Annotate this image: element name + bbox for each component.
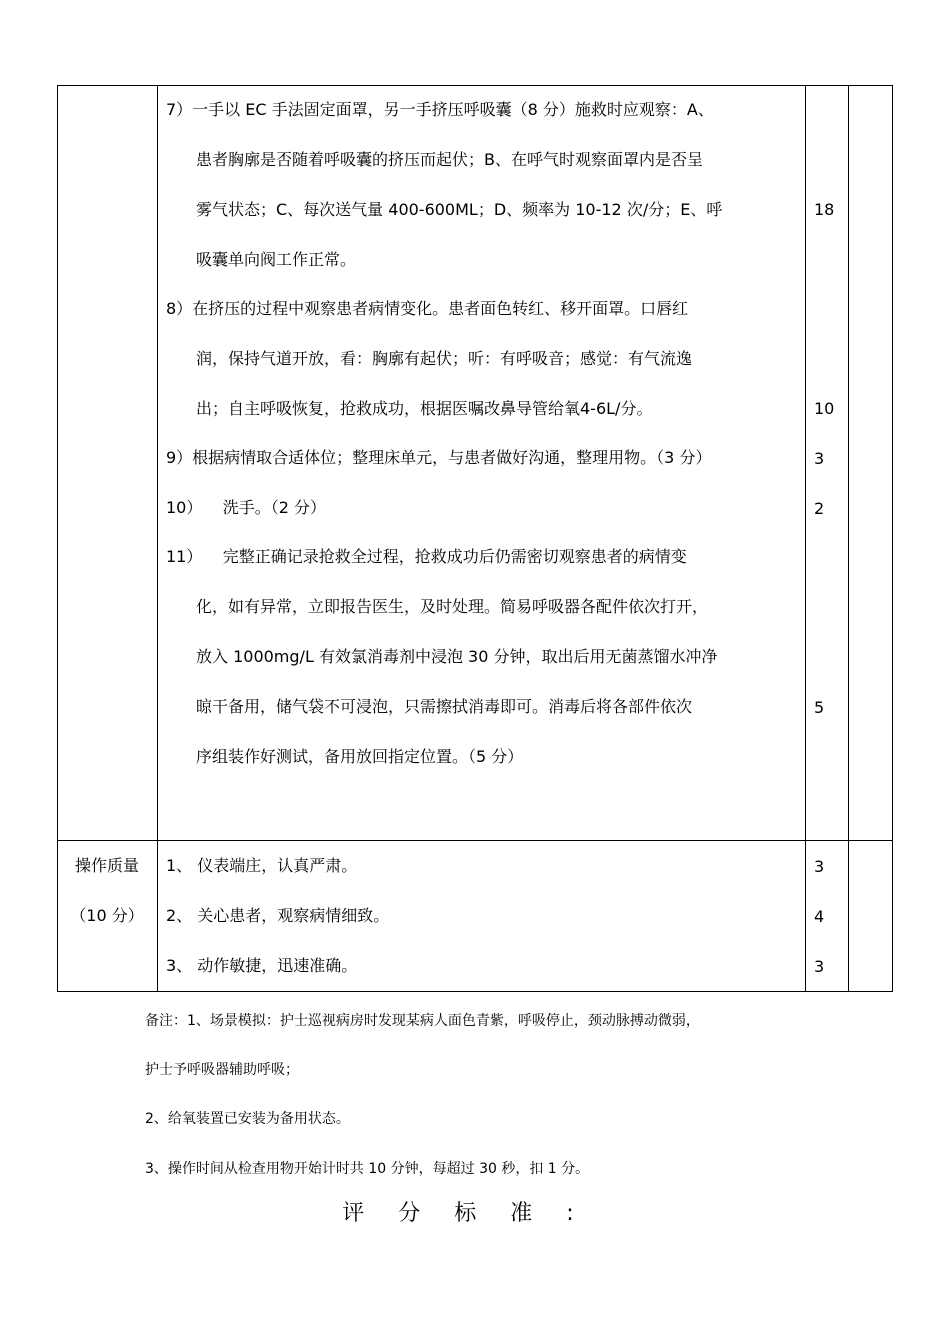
step-8-score: 10: [814, 399, 835, 418]
note-line-2: 护士予呼吸器辅助呼吸；: [145, 1062, 299, 1078]
step-line: 11） 完整正确记录抢救全过程，抢救成功后仍需密切观察患者的病情变: [166, 547, 687, 566]
quality-category-label: 操作质量: [74, 856, 139, 875]
quality-item-1: 1、 仪表端庄，认真严肃。: [166, 856, 358, 875]
step-line: 9）根据病情取合适体位；整理床单元，与患者做好沟通，整理用物。（3 分）: [166, 448, 712, 467]
step-line: 晾干备用，储气袋不可浸泡，只需擦拭消毒即可。消毒后将各部件依次: [196, 697, 693, 716]
step-line: 10） 洗手。（2 分）: [166, 498, 326, 517]
table-col-divider-3: [848, 85, 849, 992]
table-border-right: [892, 85, 893, 992]
step-11: [166, 532, 798, 782]
table-border-bottom: [57, 991, 893, 992]
note-line-3: 2、给氧装置已安装为备用状态。: [145, 1111, 350, 1127]
step-7: [166, 85, 798, 285]
step-line: 吸囊单向阀工作正常。: [196, 250, 357, 269]
step-line: 序组装作好测试，备用放回指定位置。（5 分）: [196, 747, 524, 766]
quality-item-2-score: 4: [814, 907, 825, 926]
step-9-score: 3: [814, 449, 825, 468]
note-line-1: 备注：1、场景模拟：护士巡视病房时发现某病人面色青紫，呼吸停止，颈动脉搏动微弱，: [145, 1013, 700, 1029]
step-line: 7）一手以 EC 手法固定面罩，另一手挤压呼吸囊（8 分）施救时应观察：A、: [166, 100, 714, 119]
quality-category-points: （10 分）: [70, 906, 144, 925]
step-10-score: 2: [814, 499, 825, 518]
table-col-divider-1: [157, 85, 158, 992]
step-7-score: 18: [814, 200, 835, 219]
step-line: 放入 1000mg/L 有效氯消毒剂中浸泡 30 分钟，取出后用无菌蒸馏水冲净: [196, 647, 718, 666]
step-line: 患者胸廓是否随着呼吸囊的挤压而起伏；B、在呼气时观察面罩内是否呈: [196, 150, 703, 169]
quality-item-1-score: 3: [814, 857, 825, 876]
step-11-score: 5: [814, 698, 825, 717]
table-col-divider-2: [805, 85, 806, 992]
step-8: [166, 284, 798, 434]
step-line: 出；自主呼吸恢复，抢救成功，根据医嘱改鼻导管给氧4-6L/分。: [196, 399, 653, 418]
step-9: [166, 433, 798, 483]
step-line: 化，如有异常，立即报告医生，及时处理。简易呼吸器各配件依次打开，: [196, 597, 709, 616]
quality-item-3-score: 3: [814, 957, 825, 976]
step-line: 8）在挤压的过程中观察患者病情变化。患者面色转红、移开面罩。口唇红: [166, 299, 689, 318]
quality-item-3: 3、 动作敏捷，迅速准确。: [166, 956, 358, 975]
step-10: [166, 483, 798, 533]
step-line: 雾气状态；C、每次送气量 400-600ML；D、频率为 10-12 次/分；E、呼: [196, 200, 723, 219]
quality-category: [57, 841, 157, 941]
quality-item-2: 2、 关心患者，观察病情细致。: [166, 906, 390, 925]
note-line-4: 3、操作时间从检查用物开始计时共 10 分钟，每超过 30 秒，扣 1 分。: [145, 1161, 590, 1177]
scoring-standard-title: 评分标准:: [342, 1201, 608, 1226]
step-line: 润，保持气道开放，看：胸廓有起伏；听：有呼吸音；感觉：有气流逸: [196, 349, 693, 368]
